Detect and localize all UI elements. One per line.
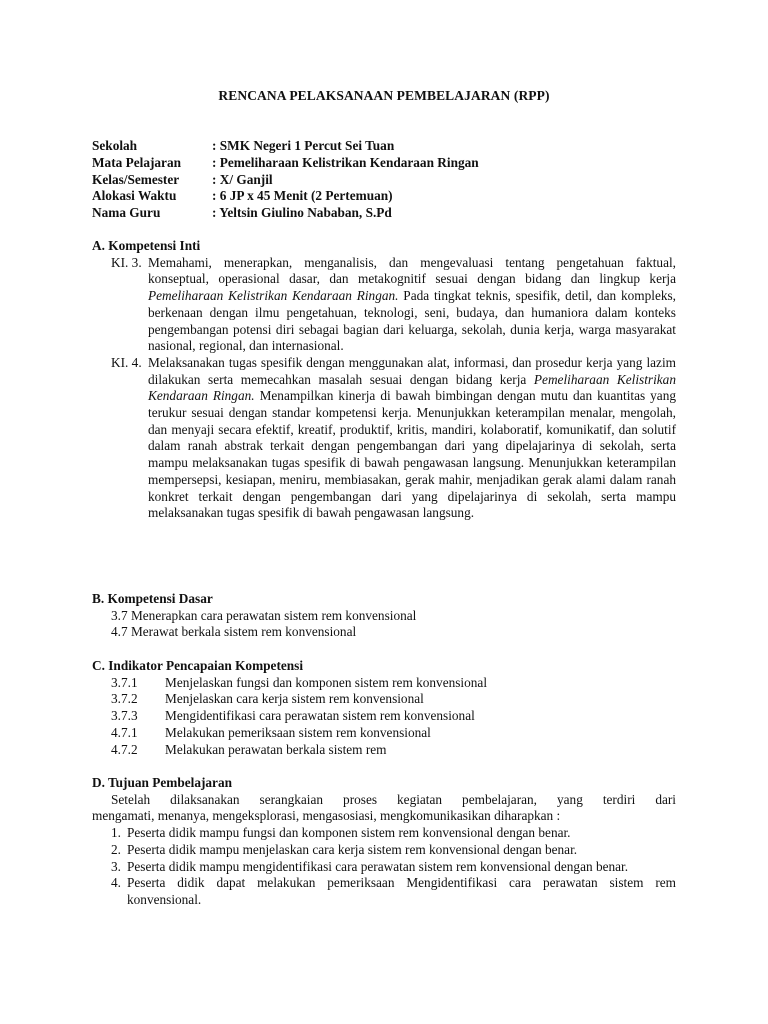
- indicator-row: [92, 742, 676, 759]
- ki-label: KI. 4.: [111, 354, 142, 370]
- kd-item: 3.7 Menerapkan cara perawatan sistem rem konvensional: [111, 607, 417, 623]
- ki-italic-subject: Pemeliharaan Kelistrikan Kendaraan Ringan.: [148, 288, 399, 304]
- objective-number: 3.: [111, 858, 121, 874]
- objective-item: [92, 842, 676, 859]
- section-kompetensi-inti: [92, 238, 676, 522]
- indicator-number: 4.7.2: [111, 741, 138, 757]
- info-row-alokasi-waktu: [92, 188, 676, 205]
- info-row-kelas-semester: [92, 172, 676, 189]
- objective-item: [92, 875, 676, 908]
- indicator-text: Mengidentifikasi cara perawatan sistem rem konvensional: [165, 708, 475, 724]
- objective-item: [92, 825, 676, 842]
- info-label: Kelas/Semester: [92, 171, 180, 187]
- indicator-number: 3.7.2: [111, 691, 138, 707]
- indicator-text: Menjelaskan cara kerja sistem rem konvensional: [165, 691, 424, 707]
- ki-text-part: Melaksanakan tugas spesifik dengan menggunakan alat, informasi, dan prosedur kerja yang lazim dilakukan serta memecahkan masalah sesuai dengan bidang kerja: [148, 354, 676, 387]
- indicator-text: Melakukan pemeriksaan sistem rem konvensional: [165, 724, 431, 740]
- objective-text: Peserta didik dapat melakukan pemeriksaan Mengidentifikasi cara perawatan sistem rem konvensional.: [127, 875, 676, 907]
- ki-3: [92, 255, 676, 355]
- objective-text: Peserta didik mampu mengidentifikasi cara perawatan sistem rem konvensional dengan benar.: [127, 858, 629, 874]
- section-tujuan: [92, 775, 676, 909]
- info-row-sekolah: [92, 138, 676, 155]
- indicator-row: [92, 708, 676, 725]
- ki-4: [92, 355, 676, 522]
- indicator-number: 3.7.1: [111, 674, 138, 690]
- info-label: Alokasi Waktu: [92, 188, 177, 204]
- objective-text: Peserta didik mampu fungsi dan komponen sistem rem konvensional dengan benar.: [127, 825, 571, 841]
- ki-text: [148, 255, 676, 355]
- info-row-mata-pelajaran: [92, 155, 676, 172]
- objective-number: 1.: [111, 825, 121, 841]
- intro-line-1: Setelah dilaksanakan serangkaian proses kegiatan pembelajaran, yang terdiri dari: [111, 791, 676, 807]
- section-kompetensi-dasar: [92, 591, 676, 641]
- section-heading: B. Kompetensi Dasar: [92, 591, 213, 606]
- indicator-number: 4.7.1: [111, 724, 138, 740]
- objective-item: [92, 859, 676, 876]
- indicator-number: 3.7.3: [111, 708, 138, 724]
- objective-number: 4.: [111, 875, 121, 891]
- identity-table: [92, 138, 676, 222]
- ki-text-part: Menampilkan kinerja di bawah bimbingan dengan mutu dan kuantitas yang terukur sesuai dengan standar kompetensi kerja. Menunjukkan keterampilan menalar, mengolah, dan menyaji secara efektif, kreatif, produktif, kritis, mandiri, kolaboratif, komunikatif, dan solutif dalam ranah abstrak terkait dengan pengembangan dari yang dipelajarinya di sekolah, serta mampu melaksanakan tugas spesifik di bawah pengawasan langsung. Menunjukkan keterampilan mempersepsi, kesiapan, meniru, membiasakan, gerak mahir, menjadikan gerak alami dalam ranah konkret terkait dengan pengembangan dari yang dipelajarinya di sekolah, serta mampu melaksanakan tugas spesifik di bawah pengawasan langsung.: [148, 388, 677, 521]
- page-title: RENCANA PELAKSANAAN PEMBELAJARAN (RPP): [218, 88, 550, 103]
- indicator-row: [92, 725, 676, 742]
- ki-text-part: Pada tingkat teknis, spesifik, detil, dan kompleks, berkenaan dengan ilmu pengetahuan, teknologi, seni, budaya, dan humaniora dalam konteks pengembangan potensi diri sebagai bagian dari keluarga, sekolah, dunia kerja, warga masyarakat nasional, regional, dan internasional.: [148, 288, 676, 354]
- info-value: : X/ Ganjil: [212, 171, 273, 187]
- ki-text: [148, 355, 676, 522]
- section-indikator: [92, 658, 676, 758]
- ki-label: KI. 3.: [111, 254, 142, 270]
- info-value: : Pemeliharaan Kelistrikan Kendaraan Ringan: [212, 154, 479, 170]
- indicator-text: Melakukan perawatan berkala sistem rem: [165, 741, 387, 757]
- intro-line-2: mengamati, menanya, mengeksplorasi, mengasosiasi, mengkomunikasikan diharapkan :: [92, 808, 561, 824]
- info-label: Mata Pelajaran: [92, 154, 181, 170]
- indicator-row: [92, 691, 676, 708]
- indicator-row: [92, 675, 676, 692]
- objective-number: 2.: [111, 841, 121, 857]
- info-value: : Yeltsin Giulino Nababan, S.Pd: [212, 205, 392, 221]
- objective-text: Peserta didik mampu menjelaskan cara kerja sistem rem konvensional dengan benar.: [127, 841, 578, 857]
- ki-text-part: Memahami, menerapkan, menganalisis, dan mengevaluasi tentang pengetahuan faktual, konseptual, operasional dasar, dan metakognitif sesuai dengan bidang dan lingkup kerja: [148, 254, 676, 287]
- section-heading: A. Kompetensi Inti: [92, 238, 201, 253]
- ki-italic-subject: Pemeliharaan Kelistrikan Kendaraan Ringan.: [148, 371, 676, 404]
- info-value: : 6 JP x 45 Menit (2 Pertemuan): [212, 188, 393, 204]
- info-label: Sekolah: [92, 138, 138, 153]
- indicator-text: Menjelaskan fungsi dan komponen sistem rem konvensional: [165, 674, 488, 690]
- section-heading: D. Tujuan Pembelajaran: [92, 775, 233, 790]
- kd-item: 4.7 Merawat berkala sistem rem konvensional: [111, 624, 357, 640]
- info-value: : SMK Negeri 1 Percut Sei Tuan: [212, 138, 395, 153]
- info-row-nama-guru: [92, 205, 676, 222]
- section-heading: C. Indikator Pencapaian Kompetensi: [92, 658, 304, 673]
- info-label: Nama Guru: [92, 205, 161, 221]
